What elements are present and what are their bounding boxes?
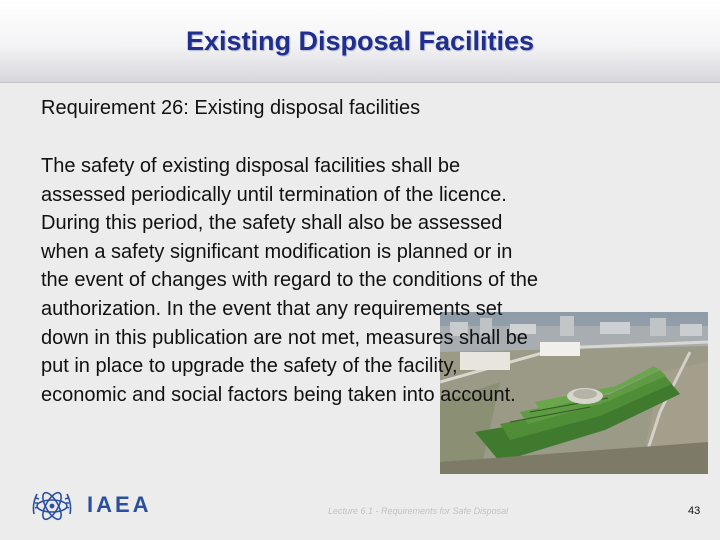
iaea-atom-logo-icon [28, 484, 76, 528]
requirement-heading: Requirement 26: Existing disposal facilities [41, 97, 421, 119]
body-paragraph: The safety of existing disposal facilities shall be assessed periodically until termination of the licence. During this period, the safety shall also be assessed when a safety significant modification is planned or in the event of changes with regard to the conditions of the authorization. In the event that any requirements set down in this publication are not met, measures shall be put in place to upgrade the safety of the facility, economic and social factors being taken into account. [41, 155, 538, 406]
iaea-logo-text: IAEA [87, 492, 152, 517]
page-number: 43 [688, 505, 701, 517]
slide-title: Existing Disposal Facilities [185, 26, 535, 56]
lecture-footer: Lecture 6.1 - Requirements for Safe Disposal [328, 506, 509, 516]
